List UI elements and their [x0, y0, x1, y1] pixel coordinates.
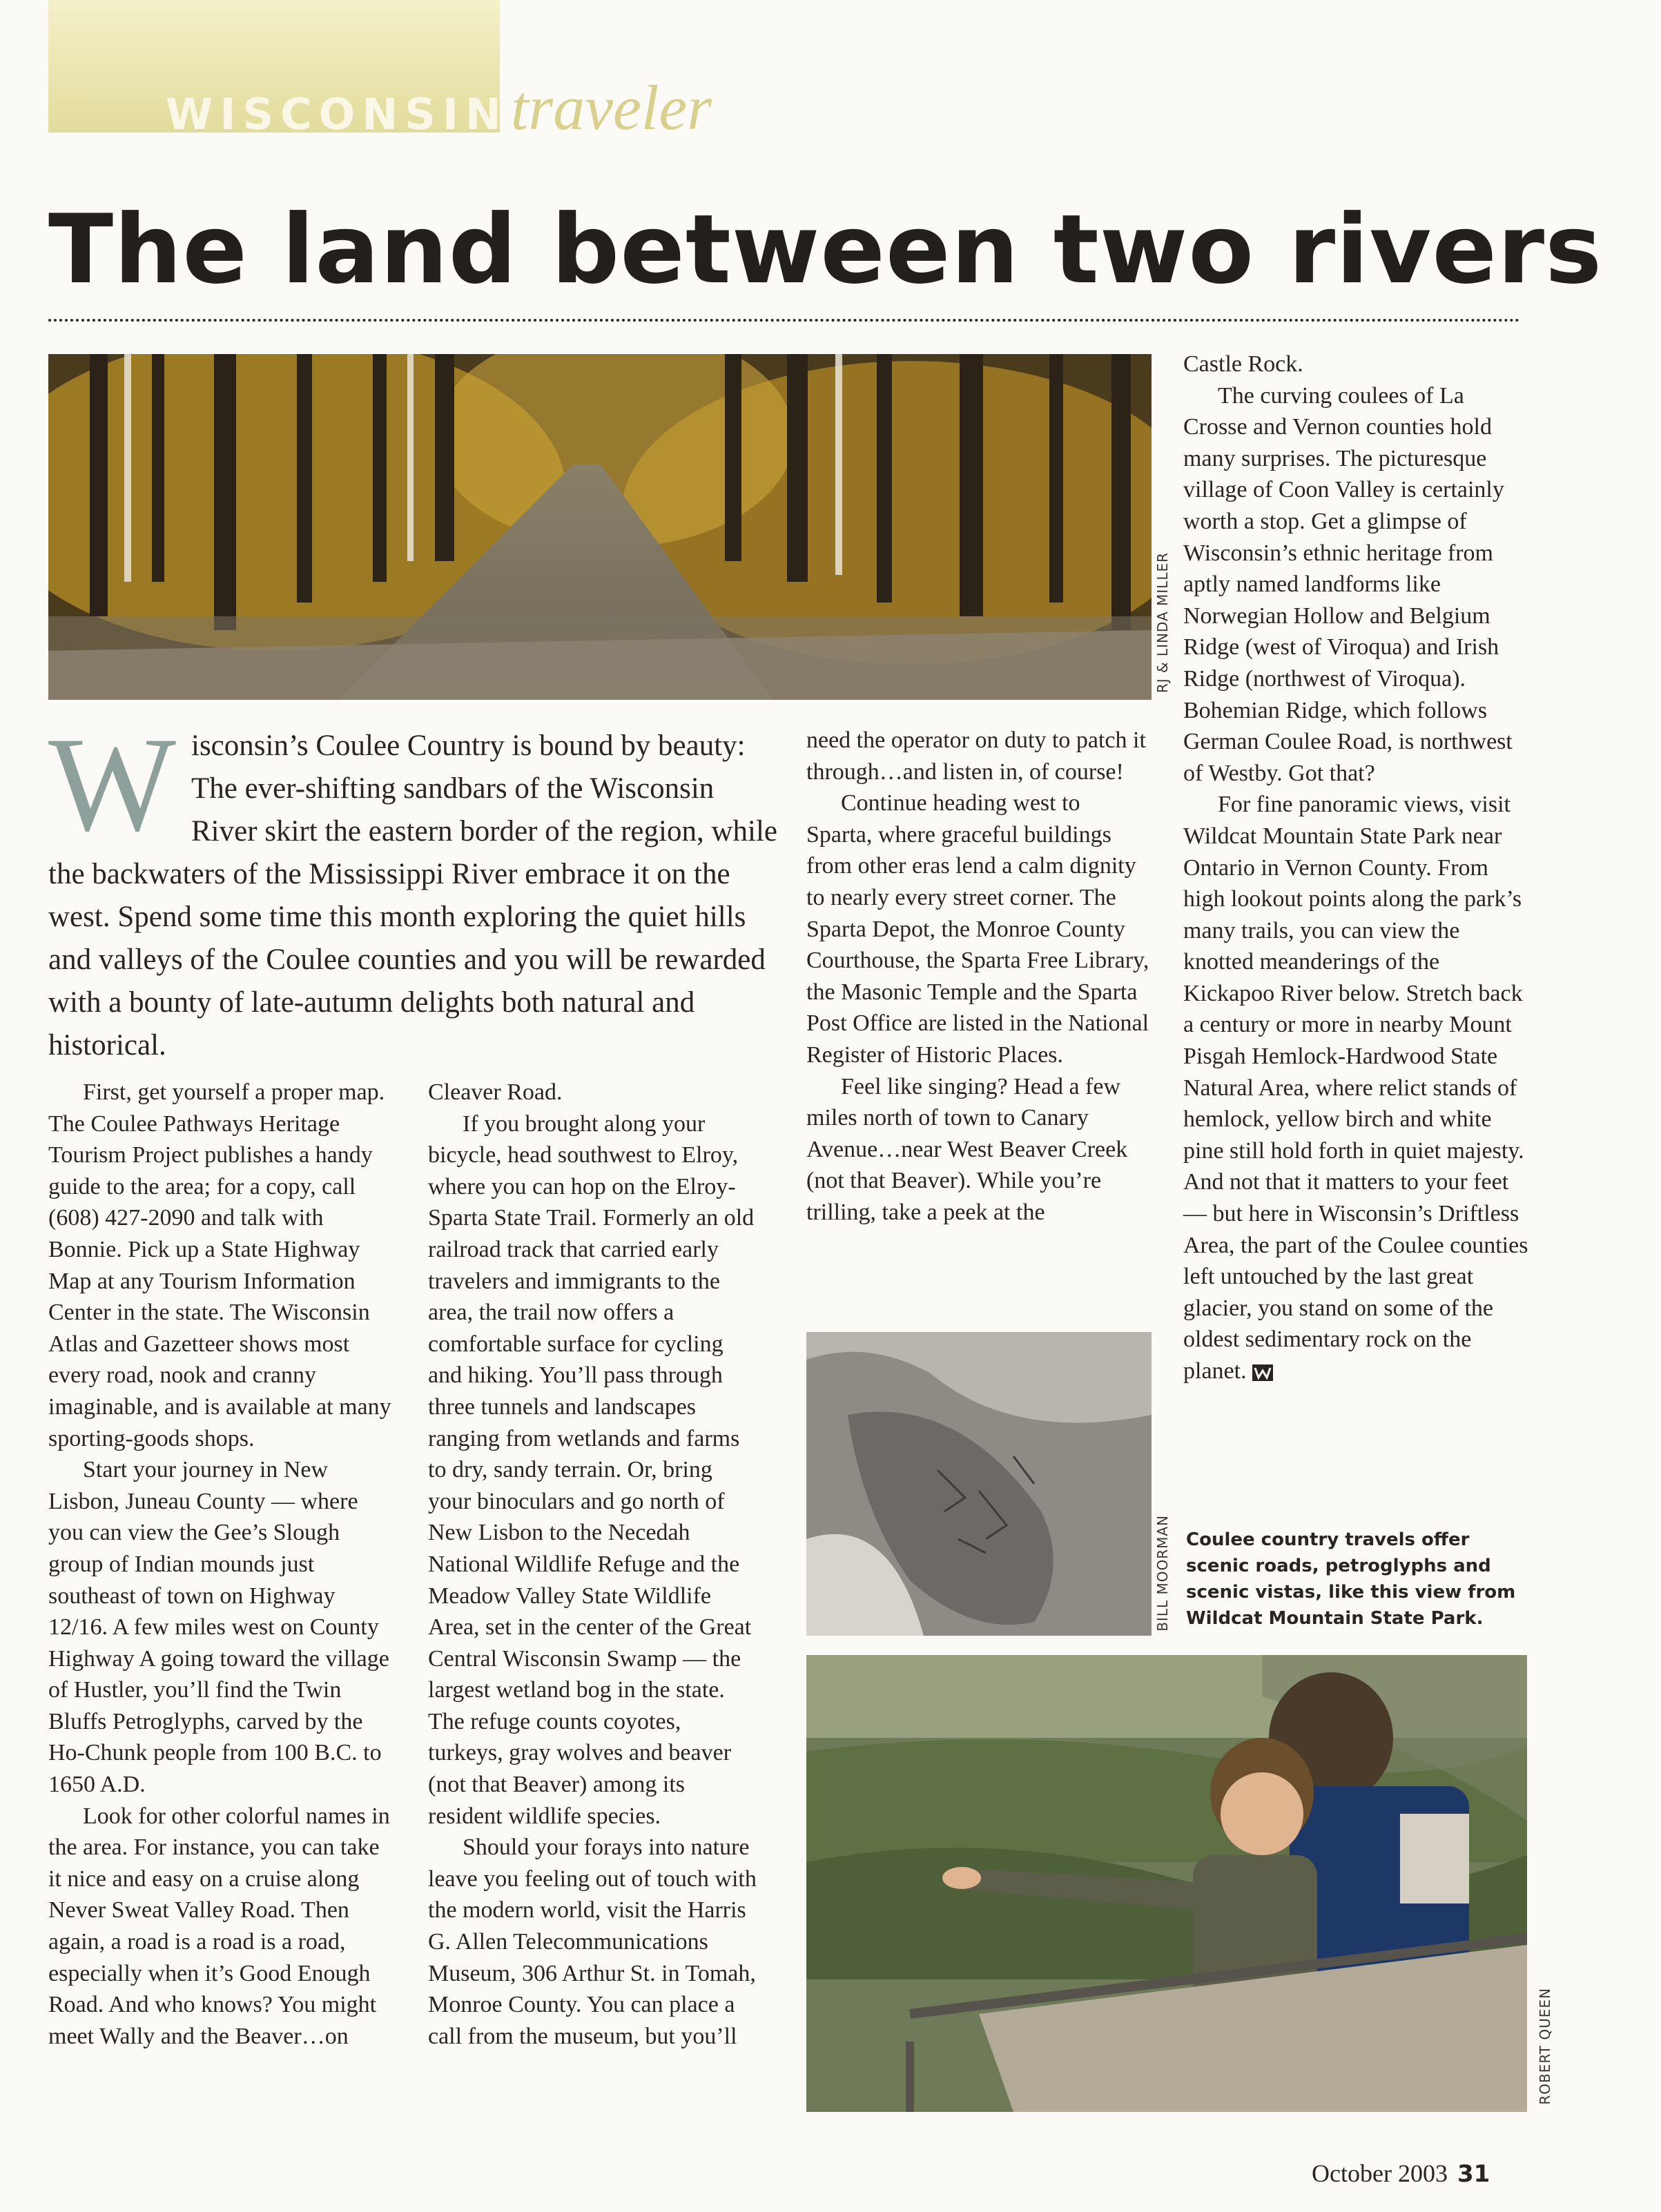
- body-paragraph: If you brought along your bicycle, head southwest to Elroy, where you can hop on the Elroy-Sparta State Trail. Formerly an old railroad track that carried early travelers and immigrants to the area, the trail now offers a comfortable surface for cycling and hiking. You’ll pass through three tunnels and landscapes ranging from wetlands and farms to dry, sandy terrain. Or, bring your binoculars and go north of New Lisbon to the Necedah National Wildlife Refuge and the Meadow Valley State Wildlife Area, set in the center of the Great Central Wisconsin Swamp — the largest wetland bog in the state. The refuge counts coyotes, turkeys, gray wolves and beaver (not that Beaver) among its resident wildlife species.: [428, 1110, 755, 1829]
- wisconsin-w-icon: [1252, 1364, 1273, 1381]
- photo-credit-rock: BILL MOORMAN: [1154, 1515, 1171, 1632]
- body-paragraph: The curving coulees of La Crosse and Vernon counties hold many surprises. The picturesque village of Coon Valley is certainly worth a stop. Get a glimpse of Wisconsin’s ethnic heritage from aptly named landforms like Norwegian Hollow and Belgium Ridge (west of Viroqua) and Irish Ridge (northwest of Viroqua). Bohemian Ridge, which follows German Coulee Road, is northwest of Westby. Got that?: [1183, 382, 1513, 786]
- body-paragraph: Start your journey in New Lisbon, Juneau County — where you can view the Gee’s Slough group of Indian mounds just southeast of town on Highway 12/16. A few miles west on County Highway A going toward the village of Hustler, you’ll find the Twin Bluffs Petroglyphs, carved by the Ho-Chunk people from 100 B.C. to 1650 A.D.: [48, 1457, 389, 1798]
- body-paragraph: Feel like singing? Head a few miles north of town to Canary Avenue…near West Beaver Creek (not that Beaver). While you’re trilling, take a peek at the: [806, 1073, 1128, 1225]
- lede-text: isconsin’s Coulee Country is bound by beauty: The ever-shifting sandbars of the Wisconsin River skirt the eastern border of the region, while the backwaters of the Mississippi River embrace it on the west. Spend some time this month exploring the quiet hills and valleys of the Coulee counties and you will be rewarded with a bounty of late-autumn delights both natural and historical.: [48, 730, 777, 1061]
- petroglyph-photo: [806, 1332, 1152, 1636]
- autumn-road-photo: [48, 354, 1152, 700]
- body-column-4: [1183, 349, 1528, 1387]
- body-paragraph: Look for other colorful names in the area. For instance, you can take it nice and easy on a cruise along Never Sweat Valley Road. Then again, a road is a road is a road, especially when it’s Good Enough Road. And who knows? You might meet Wally and the Beaver…on: [48, 1803, 390, 2049]
- masthead-logo: [166, 72, 712, 143]
- drop-cap: W: [48, 709, 176, 859]
- body-paragraph: need the operator on duty to patch it through…and listen in, of course!: [806, 727, 1146, 785]
- body-paragraph: For fine panoramic views, visit Wildcat Mountain State Park near Ontario in Vernon County. From high lookout points along the park’s many trails, you can view the knotted meanderings of the Kickapoo River below. Stretch back a century or more in nearby Mount Pisgah Hemlock-Hardwood State Natural Area, where relict stands of hemlock, yellow birch and white pine still hold forth in quiet majesty. And not that it matters to your feet — but here in Wisconsin’s Driftless Area, the part of the Coulee counties left untouched by the last great glacier, you stand on some of the oldest sedimentary rock on the planet.: [1183, 792, 1528, 1384]
- autumn-road-illustration: [48, 354, 1152, 700]
- body-column-2: [428, 1077, 759, 2052]
- body-paragraph: Cleaver Road.: [428, 1079, 563, 1105]
- petroglyph-illustration: [806, 1332, 1152, 1636]
- wildcat-mountain-vista-photo: [806, 1655, 1527, 2112]
- body-paragraph: Continue heading west to Sparta, where graceful buildings from other eras lend a calm dignity to nearly every street corner. The Sparta Depot, the Monroe County Courthouse, the Sparta Free Library, the Masonic Temple and the Sparta Post Office are listed in the National Register of Historic Places.: [806, 790, 1149, 1068]
- dotted-divider: [48, 319, 1520, 322]
- page-footer: [1312, 2159, 1490, 2188]
- photo-caption: Coulee country travels offer scenic roads, petroglyphs and scenic vistas, like this view from Wildcat Mountain State Park.: [1186, 1529, 1516, 1629]
- body-column-3: [806, 725, 1152, 1229]
- article-headline: The land between two rivers: [48, 194, 1603, 305]
- body-column-1: [48, 1077, 394, 2052]
- photo-credit-road: RJ & LINDA MILLER: [1154, 552, 1171, 694]
- issue-date: October 2003: [1312, 2160, 1448, 2187]
- lede-paragraph: [48, 709, 780, 1067]
- masthead-traveler: traveler: [510, 72, 712, 143]
- vista-illustration: [806, 1655, 1527, 2112]
- photo-credit-vista: ROBERT QUEEN: [1537, 1988, 1553, 2105]
- body-paragraph: First, get yourself a proper map. The Coulee Pathways Heritage Tourism Project publishes a handy guide to the area; for a copy, call (608) 427-2090 and talk with Bonnie. Pick up a State Highway Map at any Tourism Information Center in the state. The Wisconsin Atlas and Gazetteer shows most every road, nook and cranny imaginable, and is available at many sporting-goods shops.: [48, 1079, 391, 1451]
- page-number: 31: [1457, 2160, 1490, 2188]
- body-paragraph: Castle Rock.: [1183, 351, 1303, 377]
- body-paragraph: Should your forays into nature leave you feeling out of touch with the modern world, visit the Harris G. Allen Telecommunications Museum, 306 Arthur St. in Tomah, Monroe County. You can place a call from the museum, but you’ll: [428, 1834, 757, 2049]
- masthead-wisconsin: WISCONSIN: [166, 89, 508, 139]
